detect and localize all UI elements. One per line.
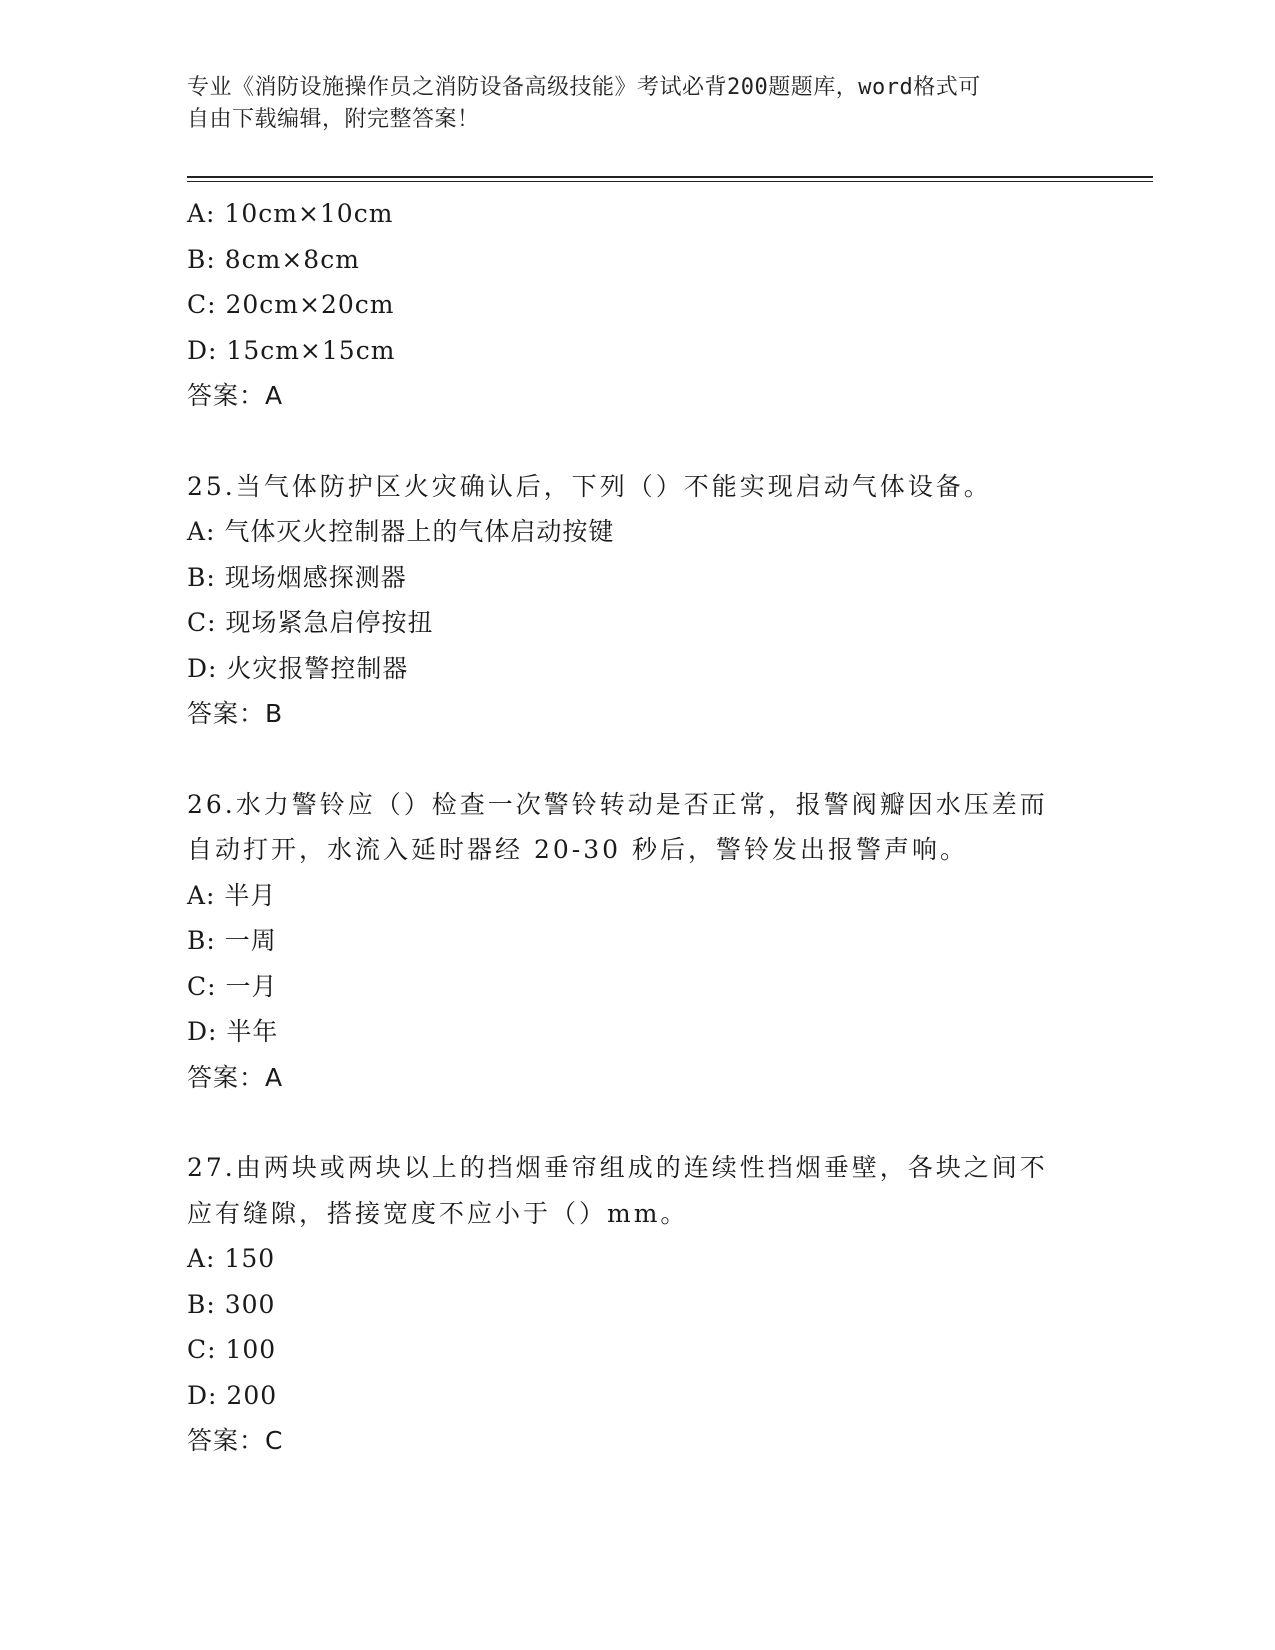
option-b: B: 8cm×8cm — [187, 244, 360, 274]
question-gap — [187, 419, 1087, 464]
option-d: D: 15cm×15cm — [187, 335, 396, 365]
option-a: A: 半月 — [187, 880, 277, 910]
header-line-1: 专业《消防设施操作员之消防设备高级技能》考试必背200题题库，word格式可 — [187, 75, 981, 100]
question-gap — [187, 737, 1087, 782]
question-25 — [187, 464, 1087, 737]
question-26 — [187, 782, 1087, 1101]
question-27 — [187, 1145, 1087, 1464]
answer: 答案：C — [187, 1426, 284, 1455]
answer: 答案：A — [187, 381, 284, 410]
option-b: B: 300 — [187, 1289, 276, 1319]
document-header — [187, 72, 1067, 136]
option-b: B: 一周 — [187, 926, 277, 955]
question-stem-line-1: 26.水力警铃应（）检查一次警铃转动是否正常，报警阀瓣因水压差而 — [187, 789, 1048, 819]
header-rule-thin — [187, 181, 1153, 182]
answer: 答案：A — [187, 1062, 284, 1092]
header-rule-thick — [187, 176, 1153, 178]
question-stem-line-2: 自动打开，水流入延时器经 20-30 秒后，警铃发出报警声响。 — [187, 835, 968, 864]
option-c: C: 100 — [187, 1335, 277, 1364]
question-stem-line-1: 27.由两块或两块以上的挡烟垂帘组成的连续性挡烟垂壁，各块之间不 — [187, 1153, 1048, 1182]
option-d: D: 火灾报警控制器 — [187, 653, 409, 683]
option-d: D: 半年 — [187, 1017, 279, 1046]
question-stem: 25.当气体防护区火灾确认后，下列（）不能实现启动气体设备。 — [187, 471, 992, 501]
option-a: A: 150 — [187, 1244, 276, 1273]
option-c: C: 20cm×20cm — [187, 290, 395, 319]
question-stem-line-2: 应有缝隙，搭接宽度不应小于（）mm。 — [187, 1198, 689, 1228]
answer: 答案：B — [187, 699, 284, 728]
question-24-continued — [187, 191, 1087, 419]
option-c: C: 现场紧急启停按扭 — [187, 608, 434, 637]
option-d: D: 200 — [187, 1380, 278, 1410]
option-a: A: 10cm×10cm — [187, 199, 394, 228]
header-line-2: 自由下载编辑，附完整答案！ — [187, 107, 480, 132]
question-list — [187, 191, 1087, 1464]
option-c: C: 一月 — [187, 971, 278, 1001]
question-gap — [187, 1100, 1087, 1145]
option-b: B: 现场烟感探测器 — [187, 562, 407, 592]
option-a: A: 气体灭火控制器上的气体启动按键 — [187, 517, 615, 546]
